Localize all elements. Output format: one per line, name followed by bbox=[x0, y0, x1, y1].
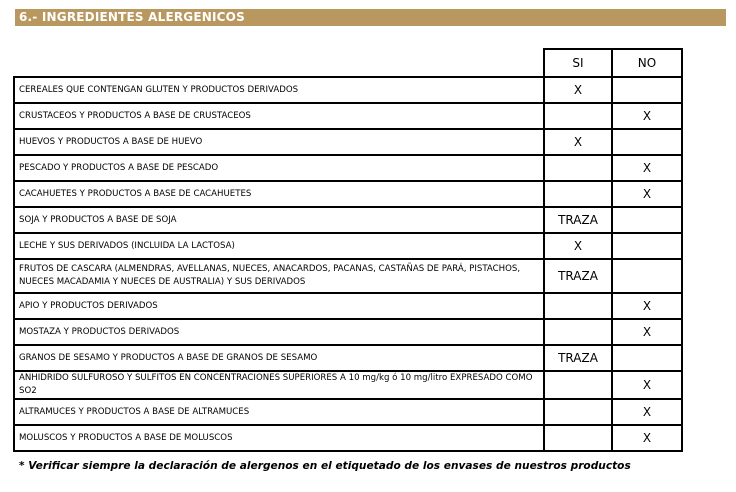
table-row bbox=[14, 293, 682, 319]
si-mark: TRAZA bbox=[544, 345, 612, 371]
allergen-name: CRUSTACEOS Y PRODUCTOS A BASE DE CRUSTACEOS bbox=[14, 103, 544, 129]
si-mark bbox=[544, 293, 612, 319]
si-mark: X bbox=[544, 129, 612, 155]
allergen-name: FRUTOS DE CASCARA (ALMENDRAS, AVELLANAS, NUECES, ANACARDOS, PACANAS, CASTAÑAS DE PARÁ, PISTACHOS, NUECES MACADAMIA Y NUECES DE AUSTRALIA) Y SUS DERIVADOS bbox=[14, 259, 544, 293]
table-row bbox=[14, 129, 682, 155]
allergen-name: ALTRAMUCES Y PRODUCTOS A BASE DE ALTRAMUCES bbox=[14, 399, 544, 425]
no-mark bbox=[612, 129, 682, 155]
table-row bbox=[14, 207, 682, 233]
allergen-name: HUEVOS Y PRODUCTOS A BASE DE HUEVO bbox=[14, 129, 544, 155]
si-mark bbox=[544, 155, 612, 181]
no-mark: X bbox=[612, 103, 682, 129]
no-mark bbox=[612, 233, 682, 259]
header-blank-cell bbox=[14, 49, 544, 77]
footnote: * Verificar siempre la declaración de alergenos en el etiquetado de los envases de nuestros productos bbox=[19, 460, 631, 472]
allergen-name: CACAHUETES Y PRODUCTOS A BASE DE CACAHUETES bbox=[14, 181, 544, 207]
table-row bbox=[14, 233, 682, 259]
no-mark bbox=[612, 259, 682, 293]
si-mark: X bbox=[544, 233, 612, 259]
allergen-table bbox=[13, 48, 683, 452]
table-row bbox=[14, 103, 682, 129]
header-no: NO bbox=[612, 49, 682, 77]
si-mark: TRAZA bbox=[544, 259, 612, 293]
no-mark: X bbox=[612, 425, 682, 451]
table-row bbox=[14, 319, 682, 345]
section-header-bar bbox=[15, 9, 726, 26]
no-mark: X bbox=[612, 371, 682, 399]
no-mark: X bbox=[612, 293, 682, 319]
header-si: SI bbox=[544, 49, 612, 77]
no-mark bbox=[612, 77, 682, 103]
no-mark: X bbox=[612, 319, 682, 345]
header-row bbox=[14, 49, 682, 77]
no-mark: X bbox=[612, 155, 682, 181]
no-mark bbox=[612, 207, 682, 233]
allergen-name: APIO Y PRODUCTOS DERIVADOS bbox=[14, 293, 544, 319]
allergen-name: MOLUSCOS Y PRODUCTOS A BASE DE MOLUSCOS bbox=[14, 425, 544, 451]
si-mark: TRAZA bbox=[544, 207, 612, 233]
table-row bbox=[14, 371, 682, 399]
table-row bbox=[14, 77, 682, 103]
table-row bbox=[14, 345, 682, 371]
no-mark: X bbox=[612, 181, 682, 207]
section-title: 6.- INGREDIENTES ALERGENICOS bbox=[19, 10, 245, 24]
table-row bbox=[14, 399, 682, 425]
si-mark bbox=[544, 319, 612, 345]
allergen-name: PESCADO Y PRODUCTOS A BASE DE PESCADO bbox=[14, 155, 544, 181]
si-mark bbox=[544, 371, 612, 399]
allergen-name: SOJA Y PRODUCTOS A BASE DE SOJA bbox=[14, 207, 544, 233]
si-mark bbox=[544, 181, 612, 207]
table-row bbox=[14, 155, 682, 181]
allergen-name: MOSTAZA Y PRODUCTOS DERIVADOS bbox=[14, 319, 544, 345]
no-mark: X bbox=[612, 399, 682, 425]
si-mark bbox=[544, 425, 612, 451]
si-mark: X bbox=[544, 77, 612, 103]
table-row bbox=[14, 259, 682, 293]
si-mark bbox=[544, 399, 612, 425]
allergen-name: CEREALES QUE CONTENGAN GLUTEN Y PRODUCTOS DERIVADOS bbox=[14, 77, 544, 103]
no-mark bbox=[612, 345, 682, 371]
allergen-name: ANHIDRIDO SULFUROSO Y SULFITOS EN CONCENTRACIONES SUPERIORES A 10 mg/kg ó 10 mg/litro EXPRESADO COMO SO2 bbox=[14, 371, 544, 399]
si-mark bbox=[544, 103, 612, 129]
table-row bbox=[14, 181, 682, 207]
table-row bbox=[14, 425, 682, 451]
allergen-name: GRANOS DE SESAMO Y PRODUCTOS A BASE DE GRANOS DE SESAMO bbox=[14, 345, 544, 371]
allergen-name: LECHE Y SUS DERIVADOS (INCLUIDA LA LACTOSA) bbox=[14, 233, 544, 259]
